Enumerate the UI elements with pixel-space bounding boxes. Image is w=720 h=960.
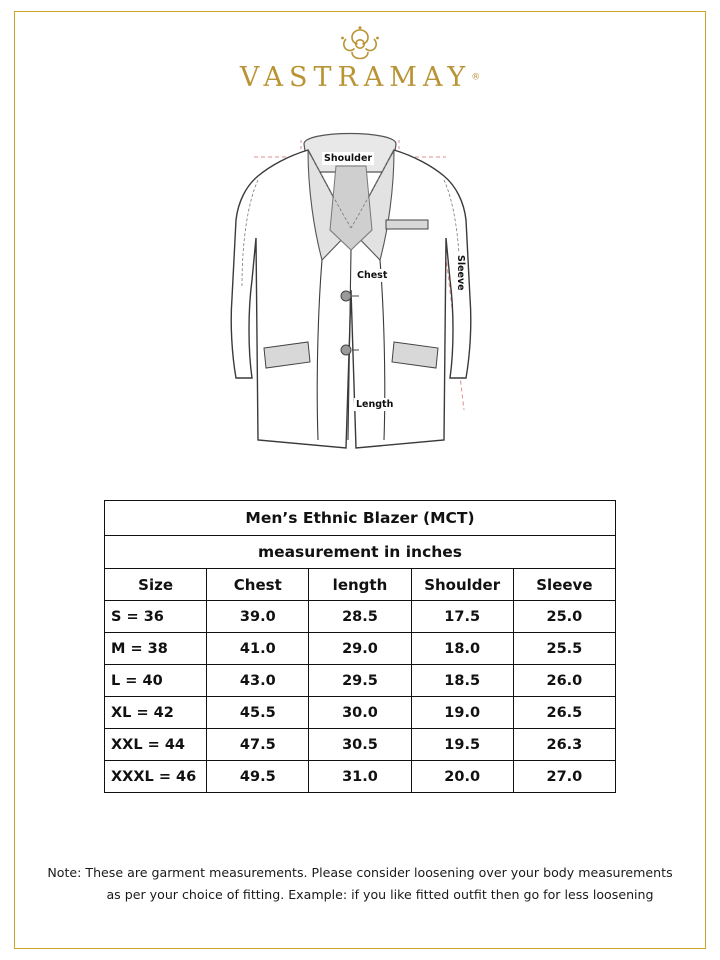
cell-length: 29.5	[309, 665, 411, 697]
brand-name: VASTRAMAY	[239, 62, 472, 93]
table-title: Men’s Ethnic Blazer (MCT)	[105, 501, 616, 536]
cell-chest: 43.0	[207, 665, 309, 697]
label-length: Length	[356, 399, 394, 410]
column-header-size: Size	[105, 569, 207, 601]
note-line-2: as per your choice of fitting. Example: if you like fitted outfit then go for less loosening	[106, 887, 654, 902]
table-row	[105, 633, 616, 665]
cell-shoulder: 18.5	[411, 665, 513, 697]
column-header-sleeve: Sleeve	[513, 569, 615, 601]
cell-length: 31.0	[309, 761, 411, 793]
cell-chest: 49.5	[207, 761, 309, 793]
cell-length: 30.5	[309, 729, 411, 761]
label-shoulder: Shoulder	[324, 153, 373, 164]
cell-sleeve: 26.5	[513, 697, 615, 729]
cell-sleeve: 26.3	[513, 729, 615, 761]
table-header-row	[105, 569, 616, 601]
column-header-shoulder: Shoulder	[411, 569, 513, 601]
brand-header	[0, 26, 720, 93]
cell-shoulder: 18.0	[411, 633, 513, 665]
table-row	[105, 601, 616, 633]
cell-chest: 47.5	[207, 729, 309, 761]
table-subtitle-row	[105, 536, 616, 569]
cell-sleeve: 25.5	[513, 633, 615, 665]
cell-shoulder: 19.0	[411, 697, 513, 729]
label-sleeve: Sleeve	[455, 255, 466, 291]
cell-shoulder: 17.5	[411, 601, 513, 633]
cell-sleeve: 27.0	[513, 761, 615, 793]
floral-ornament-icon	[338, 26, 382, 60]
table-row	[105, 761, 616, 793]
label-chest: Chest	[357, 270, 388, 281]
cell-size: XXXL = 46	[105, 761, 207, 793]
cell-chest: 45.5	[207, 697, 309, 729]
cell-chest: 39.0	[207, 601, 309, 633]
cell-size: XL = 42	[105, 697, 207, 729]
table-title-row	[105, 501, 616, 536]
note-line-1: Note: These are garment measurements. Please consider loosening over your body measurements	[47, 865, 673, 880]
cell-sleeve: 25.0	[513, 601, 615, 633]
size-chart-table	[104, 500, 616, 793]
blazer-illustration	[196, 110, 526, 470]
cell-size: S = 36	[105, 601, 207, 633]
table-row	[105, 729, 616, 761]
cell-shoulder: 20.0	[411, 761, 513, 793]
cell-length: 29.0	[309, 633, 411, 665]
cell-length: 28.5	[309, 601, 411, 633]
table-row	[105, 665, 616, 697]
registered-mark: ®	[471, 72, 481, 83]
table-subtitle: measurement in inches	[105, 536, 616, 569]
cell-sleeve: 26.0	[513, 665, 615, 697]
column-header-length: length	[309, 569, 411, 601]
cell-size: M = 38	[105, 633, 207, 665]
cell-size: L = 40	[105, 665, 207, 697]
cell-shoulder: 19.5	[411, 729, 513, 761]
cell-length: 30.0	[309, 697, 411, 729]
column-header-chest: Chest	[207, 569, 309, 601]
table-row	[105, 697, 616, 729]
cell-size: XXL = 44	[105, 729, 207, 761]
footer-note	[30, 862, 690, 906]
cell-chest: 41.0	[207, 633, 309, 665]
